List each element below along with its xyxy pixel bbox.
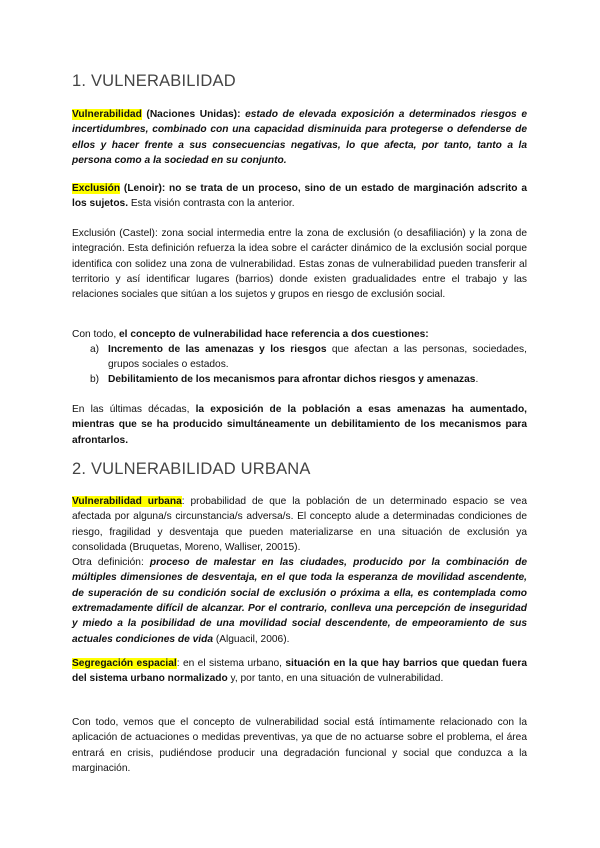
exposure-paragraph <box>72 402 527 448</box>
bold-text: situación en la que hay barrios que quedan fuera del sistema urbano normalizado <box>72 658 527 685</box>
exclusion-lenoir-definition <box>72 181 527 212</box>
plain-text: . <box>475 374 479 385</box>
list-marker: b) <box>90 374 100 385</box>
source-label: (Naciones Unidas): <box>141 109 246 120</box>
segregacion-espacial-definition <box>72 656 527 687</box>
list-text <box>108 342 527 373</box>
highlighted-term: Segregación espacial <box>72 658 177 669</box>
list-text <box>108 372 527 387</box>
definition-text: estado de elevada exposición a determinados riesgos e incertidumbres, combinado con una capacidad disminuida para protegerse o defenderse de ellos y hacer frente a sus consecuencias negativas, lo que afecta, por tanto, tanto a la persona como a la sociedad en su conjunto. <box>72 109 527 166</box>
two-issues-intro <box>72 327 527 342</box>
plain-text: En las últimas décadas, <box>72 404 196 415</box>
plain-text: : probabilidad de que la población de un determinado espacio se vea afectada por alguna/s circunstancia/s adversa/s. El concepto alude a determinadas condiciones de riesgo, fragilidad y desventaja que pueden materializarse en una situación de exclusión ya consolidada (Bruquetas, Moreno, Walliser, 20015). <box>72 496 527 553</box>
highlighted-term: Vulnerabilidad urbana <box>72 496 182 507</box>
list-marker: a) <box>90 344 100 355</box>
vulnerabilidad-definition <box>72 107 527 168</box>
other-definition-text: proceso de malestar en las ciudades, producido por la combinación de múltiples dimensiones de desventaja, en el que toda la esperanza de movilidad ascendente, de superación de su condición social de exclusión o próxima a ella, es contemplada como extremadamente difícil de alcanzar. Por el contrario, conlleva una percepción de inseguridad y miedo a la posibilidad de una movilidad social descendente, de empeoramiento de sus actuales condiciones de vida <box>72 557 527 645</box>
plain-text: Con todo, <box>72 329 120 340</box>
bold-text: el concepto de vulnerabilidad hace referencia a dos cuestiones: <box>119 329 429 340</box>
highlighted-term: Vulnerabilidad <box>72 109 142 120</box>
bold-text: la exposición de la población a esas amenazas ha aumentado, mientras que se ha producido simultáneamente un debilitamiento de los mecanismos para afrontarlos. <box>72 404 527 446</box>
plain-text: que afectan a las personas, sociedades, grupos sociales o estados. <box>108 344 527 371</box>
citation: (Alguacil, 2006). <box>212 633 290 645</box>
plain-text: Esta visión contrasta con la anterior. <box>128 198 295 210</box>
list-item <box>90 372 527 387</box>
section-2-title: 2. VULNERABILIDAD URBANA <box>72 460 311 478</box>
definition-text: (Lenoir): no se trata de un proceso, sino de un estado de marginación adscrito a los sujetos. <box>72 183 527 210</box>
list-item <box>90 342 527 373</box>
bold-text: Debilitamiento de los mecanismos para afrontar dichos riesgos y amenazas <box>108 374 476 385</box>
vulnerabilidad-urbana-definition <box>72 494 527 647</box>
bold-text: Incremento de las amenazas y los riesgos <box>108 344 327 355</box>
exclusion-castel-paragraph: Exclusión (Castel): zona social intermedia entre la zona de exclusión (o desafiliación) y la zona de integración. Esta definición refuerza la idea sobre el carácter dinámico de la exclusión social porque identifica con solidez una zona de vulnerabilidad. Estas zonas de vulnerabilidad pueden transferir al territorio y así identificar lugares (barrios) donde existen gradualidades entre el trabajo y las relaciones sociales que sitúan a los sujetos y grupos en riesgo de exclusión social. <box>72 228 527 301</box>
plain-text: y, por tanto, en una situación de vulnerabilidad. <box>227 673 444 685</box>
other-definition-lead: Otra definición: <box>72 557 150 569</box>
section-1-title: 1. VULNERABILIDAD <box>72 72 236 90</box>
plain-text: : en el sistema urbano, <box>176 658 286 669</box>
highlighted-term: Exclusión <box>72 183 121 194</box>
closing-paragraph: Con todo, vemos que el concepto de vulnerabilidad social está íntimamente relacionado con la aplicación de actuaciones o medidas preventivas, ya que de no actuarse sobre el problema, el área entrará en crisis, pudiéndose producir una degradación funcional y social que conduzca a la marginación. <box>72 717 527 774</box>
